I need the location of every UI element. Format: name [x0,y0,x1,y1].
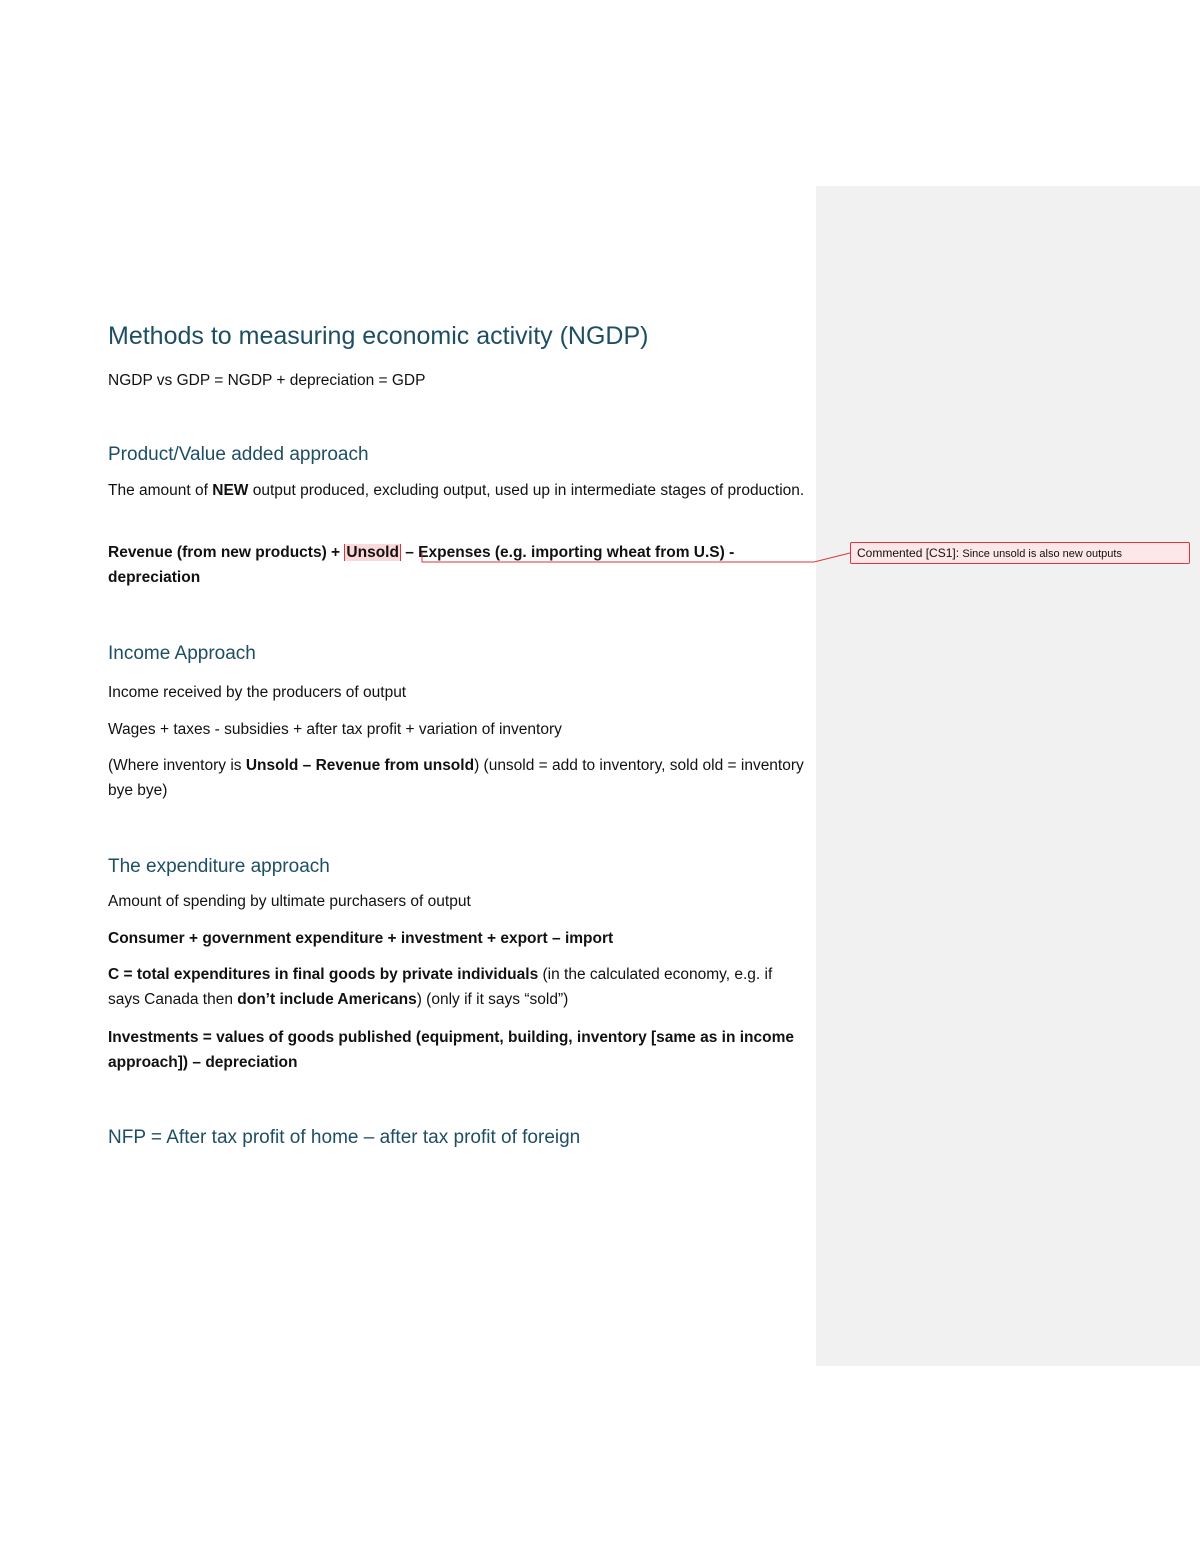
product-approach-formula [108,540,808,590]
text-run: – Expenses (e.g. importing wheat from U.S) - depreciation [108,544,735,586]
commented-text-unsold[interactable]: Unsold [346,544,399,561]
text-run: ) (only if it says “sold”) [416,991,569,1008]
text-run: output produced, excluding output, used up in intermediate stages of production. [248,482,805,499]
text-run-bold: NEW [212,482,249,499]
income-line-3 [108,753,808,803]
intro-line: NGDP vs GDP = NGDP + depreciation = GDP [108,372,426,389]
comment-pane [816,186,1200,1366]
comment-label: Commented [CS1]: [857,546,963,560]
income-line-1: Income received by the producers of output [108,684,407,701]
expenditure-approach-heading: The expenditure approach [108,856,330,877]
expenditure-line-3 [108,962,808,1012]
comment-text: Since unsold is also new outputs [962,548,1122,560]
text-run-bold: Unsold – Revenue from unsold [245,757,475,774]
income-line-2: Wages + taxes - subsidies + after tax profit + variation of inventory [108,721,562,738]
expenditure-line-4: Investments = values of goods published (equipment, building, inventory [same as in income approach]) – depreciation [108,1029,794,1071]
expenditure-line-2: Consumer + government expenditure + investment + export – import [108,930,614,947]
page-title: Methods to measuring economic activity (NGDP) [108,322,649,350]
product-approach-definition [108,478,808,503]
comment-balloon[interactable] [850,542,1190,564]
text-run: ) (unsold = add to inventory, sold old = inventory bye bye) [108,757,804,799]
text-run: Revenue (from new products) + [108,544,345,561]
text-run: The amount of [108,482,213,499]
text-run: (Where inventory is [108,757,246,774]
nfp-heading: NFP = After tax profit of home – after tax profit of foreign [108,1127,581,1148]
text-run-bold: C = total expenditures in final goods by private individuals [108,966,539,983]
text-run-bold: don’t include Americans [237,991,417,1008]
expenditure-line-1: Amount of spending by ultimate purchasers of output [108,893,471,910]
income-approach-heading: Income Approach [108,643,256,664]
text-run: (in the calculated economy, e.g. if says Canada then [108,966,773,1008]
product-approach-heading: Product/Value added approach [108,444,369,465]
